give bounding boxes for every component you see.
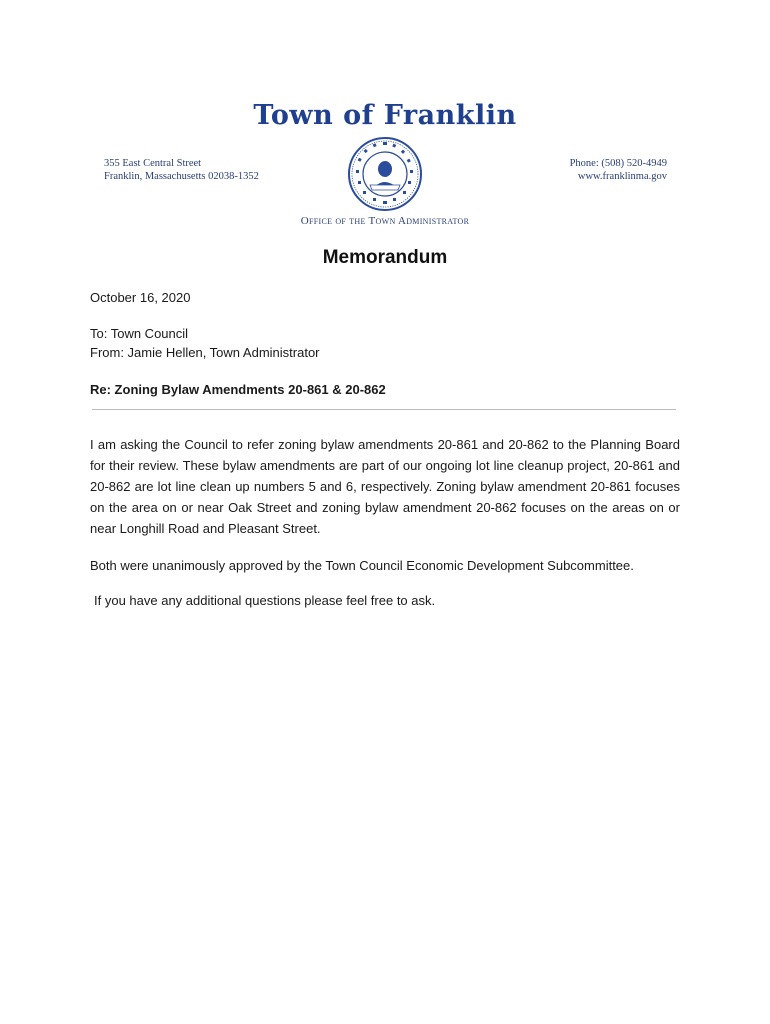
body-paragraph-2: Both were unanimously approved by the Town Council Economic Development Subcommittee. <box>90 558 634 573</box>
body-paragraph-1: I am asking the Council to refer zoning bylaw amendments 20-861 and 20-862 to the Planning Board for their review. These bylaw amendments are part of our ongoing lot line cleanup project, 20-861 and 20-862 are lot line clean up numbers 5 and 6, respectively. Zoning bylaw amendment 20-861 focuses on the area on or near Oak Street and zoning bylaw amendment 20-862 focuses on the areas on or near Longhill Road and Pleasant Street. <box>90 437 680 536</box>
address-line-2: Franklin, Massachusetts 02038-1352 <box>104 171 259 182</box>
memo-subject: Re: Zoning Bylaw Amendments 20-861 & 20-862 <box>90 382 386 397</box>
address-block <box>104 157 259 183</box>
phone-number: Phone: (508) 520-4949 <box>569 158 667 169</box>
memo-title: Memorandum <box>322 247 448 268</box>
town-seal-icon <box>348 137 422 211</box>
memo-to: To: Town Council <box>90 326 189 341</box>
office-name: Office of the Town Administrator <box>300 215 470 227</box>
website-link[interactable]: www.franklinma.gov <box>577 171 667 182</box>
memo-date: October 16, 2020 <box>90 290 191 305</box>
address-line-1: 355 East Central Street <box>104 158 202 169</box>
contact-block <box>570 157 667 183</box>
town-name: Town of Franklin <box>253 100 517 131</box>
divider <box>92 409 676 410</box>
body-paragraph-3: If you have any additional questions please feel free to ask. <box>94 593 436 608</box>
memo-from: From: Jamie Hellen, Town Administrator <box>90 345 320 360</box>
